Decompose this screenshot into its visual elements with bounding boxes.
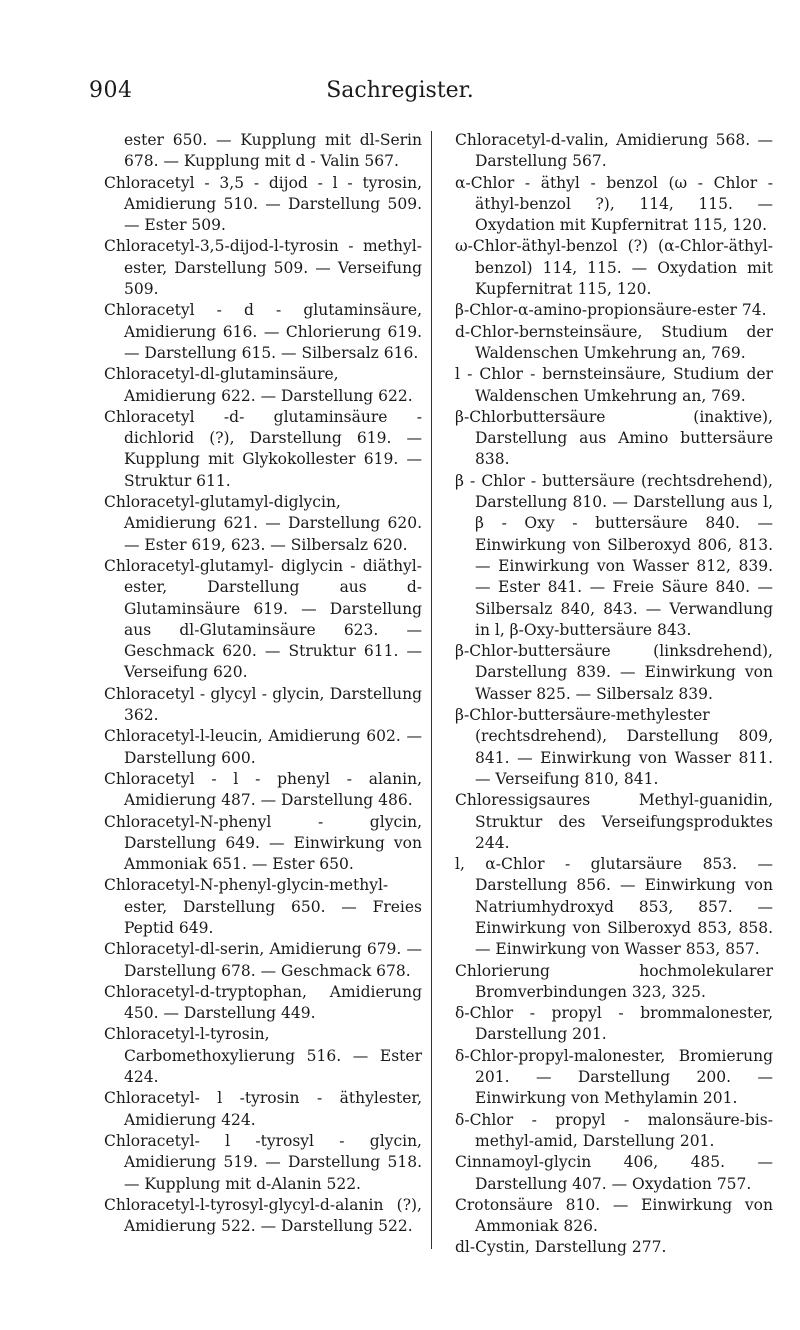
index-entry: dl-Cystin, Darstellung 277.	[455, 1238, 667, 1257]
index-entry: Chloracetyl-3,5-dijod-l-tyrosin - methyl-ester, Darstellung 509. — Verseifung 509.	[104, 237, 422, 299]
index-entry: l, α-Chlor - glutarsäure 853. — Darstellung 856. — Einwirkung von Natriumhydroxyd 853, 857. — Einwirkung von Silberoxyd 853, 858. — Einwirkung von Wasser 853, 857.	[455, 855, 773, 959]
index-entry: d-Chlor-bernsteinsäure, Studium der Waldenschen Umkehrung an, 769.	[455, 322, 773, 362]
index-entry: ester 650. — Kupplung mit dl-Serin 678. — Kupplung mit d - Valin 567.	[124, 131, 422, 171]
index-entry: Chloracetyl-N-phenyl-glycin-methyl-ester, Darstellung 650. — Freies Peptid 649.	[104, 876, 422, 937]
index-entry: Chloracetyl-d-tryptophan, Amidierung 450. — Darstellung 449.	[104, 982, 422, 1023]
column-divider	[431, 131, 432, 1249]
right-column	[455, 130, 773, 1259]
index-entry: Chlorierung hochmolekularer Bromverbindungen 323, 325.	[455, 961, 773, 1001]
index-entry: Chloracetyl- l -tyrosin - äthylester, Amidierung 424.	[104, 1089, 422, 1129]
index-entry: Chloracetyl- l -tyrosyl - glycin, Amidierung 519. — Darstellung 518. — Kupplung mit d-Alanin 522.	[104, 1131, 422, 1193]
index-entry: δ-Chlor - propyl - brommalonester, Darstellung 201.	[455, 1004, 773, 1044]
index-entry: Crotonsäure 810. — Einwirkung von Ammoniak 826.	[455, 1195, 773, 1236]
index-entry: Cinnamoyl-glycin 406, 485. — Darstellung 407. — Oxydation 757.	[455, 1153, 773, 1193]
index-entry: Chloracetyl - l - phenyl - alanin, Amidierung 487. — Darstellung 486.	[104, 769, 422, 810]
index-entry: β - Chlor - buttersäure (rechtsdrehend), Darstellung 810. — Darstellung aus l, β - Oxy - buttersäure 840. — Einwirkung von Silberoxyd 806, 813. — Einwirkung von Wasser 812, 839. — Ester 841. — Freie Säure 840. — Silbersalz 840, 843. — Verwandlung in l, β-Oxy-buttersäure 843.	[455, 471, 773, 639]
index-entry: Chloracetyl-glutamyl-diglycin, Amidierung 621. — Darstellung 620. — Ester 619, 623. — Silbersalz 620.	[104, 493, 422, 554]
index-entry: δ-Chlor-propyl-malonester, Bromierung 201. — Darstellung 200. — Einwirkung von Methylamin 201.	[455, 1046, 773, 1108]
left-column	[104, 130, 422, 1237]
index-entry: Chloracetyl-l-leucin, Amidierung 602. — Darstellung 600.	[104, 727, 422, 767]
index-entry: Chloracetyl-dl-glutaminsäure, Amidierung 622. — Darstellung 622.	[104, 365, 413, 405]
index-entry: Chloracetyl-glutamyl- diglycin - diäthyl-ester, Darstellung aus d-Glutaminsäure 619. — Darstellung aus dl-Glutaminsäure 623. — Geschmack 620. — Struktur 611. — Verseifung 620.	[104, 556, 422, 682]
index-entry: β-Chlorbuttersäure (inaktive), Darstellung aus Amino buttersäure 838.	[455, 407, 773, 469]
index-entry: Chloracetyl-dl-serin, Amidierung 679. — Darstellung 678. — Geschmack 678.	[104, 940, 422, 980]
index-entry: β-Chlor-buttersäure (linksdrehend), Darstellung 839. — Einwirkung von Wasser 825. — Silbersalz 839.	[455, 642, 773, 703]
index-entry: Chloracetyl-l-tyrosin, Carbomethoxylierung 516. — Ester 424.	[104, 1025, 422, 1087]
index-entry: ω-Chlor-äthyl-benzol (?) (α-Chlor-äthyl-benzol) 114, 115. — Oxydation mit Kupfernitrat 115, 120.	[455, 237, 773, 299]
index-entry: β-Chlor-buttersäure-methylester (rechtsdrehend), Darstellung 809, 841. — Einwirkung von Wasser 811. — Verseifung 810, 841.	[455, 706, 773, 788]
index-entry: Chloracetyl - glycyl - glycin, Darstellung 362.	[104, 684, 422, 725]
index-entry: l - Chlor - bernsteinsäure, Studium der Waldenschen Umkehrung an, 769.	[455, 365, 773, 405]
index-entry: Chloracetyl-l-tyrosyl-glycyl-d-alanin (?), Amidierung 522. — Darstellung 522.	[104, 1195, 422, 1236]
index-entry: Chloracetyl - 3,5 - dijod - l - tyrosin, Amidierung 510. — Darstellung 509. — Ester 509.	[104, 173, 422, 235]
page-number: 904	[89, 78, 133, 103]
index-entry: Chloracetyl-d-valin, Amidierung 568. — Darstellung 567.	[455, 131, 773, 171]
index-entry: Chloracetyl -d- glutaminsäure - dichlorid (?), Darstellung 619. — Kupplung mit Glykokollester 619. — Struktur 611.	[104, 407, 422, 490]
index-entry: Chloracetyl - d - glutaminsäure, Amidierung 616. — Chlorierung 619. — Darstellung 615. — Silbersalz 616.	[104, 301, 422, 362]
index-entry: δ-Chlor - propyl - malonsäure-bis-methyl-amid, Darstellung 201.	[455, 1110, 773, 1150]
index-entry: Chloressigsaures Methyl-guanidin, Struktur des Verseifungsproduktes 244.	[455, 791, 773, 852]
index-entry: α-Chlor - äthyl - benzol (ω - Chlor - äthyl-benzol ?), 114, 115. — Oxydation mit Kupfernitrat 115, 120.	[455, 173, 773, 235]
page-header-title: Sachregister.	[326, 78, 474, 103]
index-entry: Chloracetyl-N-phenyl - glycin, Darstellung 649. — Einwirkung von Ammoniak 651. — Ester 650.	[104, 812, 422, 874]
index-entry: β-Chlor-α-amino-propionsäure-ester 74.	[455, 301, 767, 320]
